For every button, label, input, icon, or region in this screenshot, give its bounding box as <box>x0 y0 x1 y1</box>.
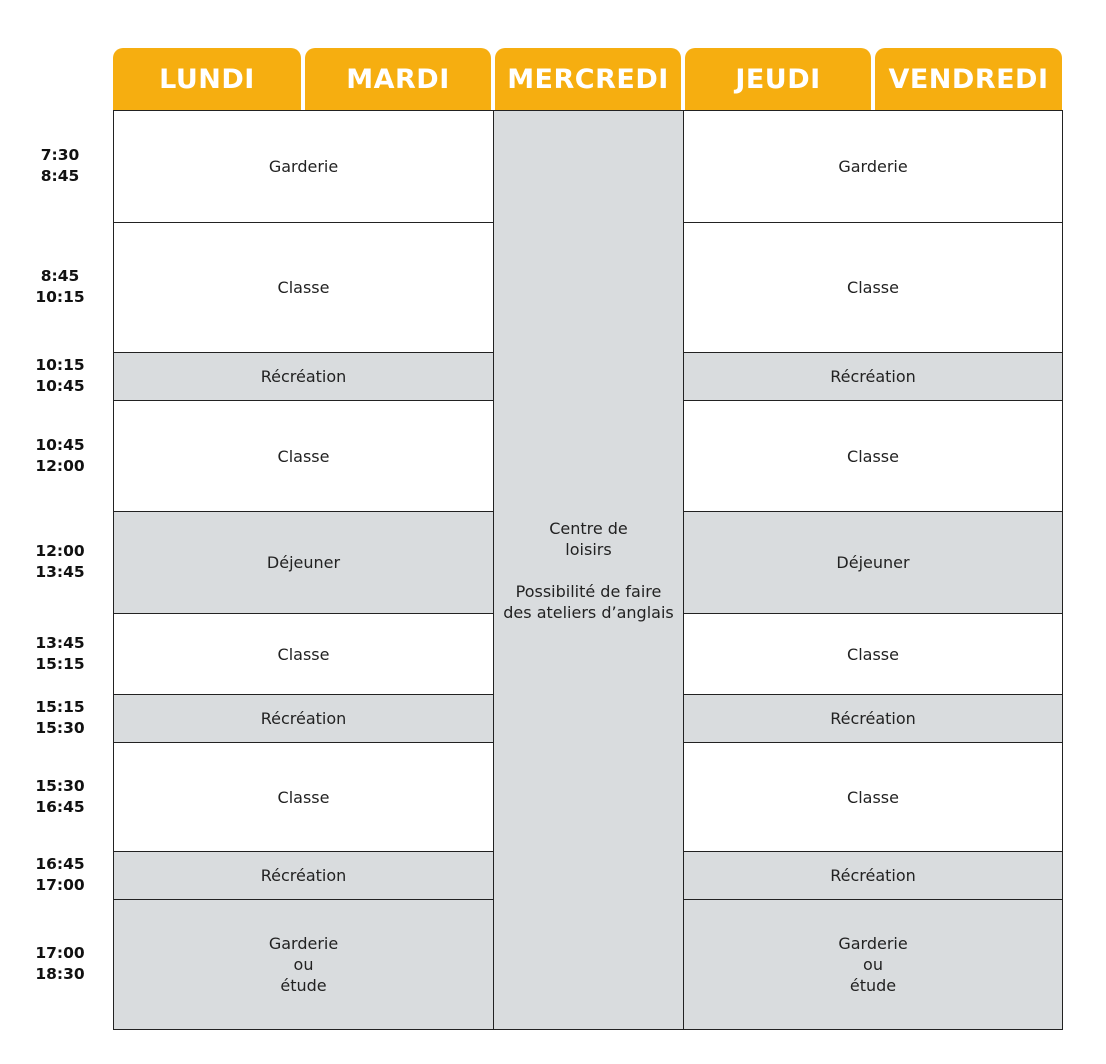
time-slot-label <box>30 541 90 583</box>
cell-lundi-mardi: Classe <box>113 222 494 353</box>
cell-jeudi-vendredi: Classe <box>683 400 1063 512</box>
time-end: 12:00 <box>35 456 85 475</box>
cell-jeudi-vendredi: Classe <box>683 222 1063 353</box>
cell-jeudi-vendredi: Classe <box>683 742 1063 852</box>
time-slot-label <box>30 776 90 818</box>
cell-jeudi-vendredi: Récréation <box>683 352 1063 401</box>
time-start: 15:30 <box>35 776 85 795</box>
cell-jeudi-vendredi: Classe <box>683 613 1063 695</box>
cell-lundi-mardi: Classe <box>113 613 494 695</box>
cell-mercredi: Centre de loisirs Possibilité de faire des ateliers d’anglais <box>493 110 684 1030</box>
time-start: 16:45 <box>35 855 85 873</box>
time-end: 13:45 <box>35 563 85 581</box>
cell-lundi-mardi: Classe <box>113 400 494 512</box>
cell-jeudi-vendredi: Récréation <box>683 851 1063 900</box>
cell-lundi-mardi: Récréation <box>113 352 494 401</box>
time-end: 8:45 <box>40 167 80 185</box>
time-slot-label <box>30 943 90 985</box>
cell-jeudi-vendredi: Garderie ou étude <box>683 899 1063 1030</box>
cell-lundi-mardi: Classe <box>113 742 494 852</box>
time-end: 15:15 <box>35 654 85 673</box>
day-headers <box>113 48 1062 110</box>
cell-lundi-mardi: Récréation <box>113 851 494 900</box>
cell-lundi-mardi: Déjeuner <box>113 511 494 614</box>
cell-lundi-mardi: Récréation <box>113 694 494 743</box>
header-vendredi: VENDREDI <box>875 48 1062 110</box>
time-end: 18:30 <box>35 965 85 983</box>
time-start: 12:00 <box>35 542 85 560</box>
time-slot-label <box>30 697 90 739</box>
time-end: 10:45 <box>35 377 85 395</box>
time-start: 13:45 <box>35 633 85 652</box>
time-slot-label <box>30 854 90 896</box>
header-jeudi: JEUDI <box>685 48 871 110</box>
time-end: 15:30 <box>35 719 85 737</box>
time-start: 8:45 <box>40 267 80 285</box>
time-start: 7:30 <box>40 146 80 164</box>
cell-jeudi-vendredi: Déjeuner <box>683 511 1063 614</box>
time-start: 10:45 <box>35 435 85 454</box>
header-mercredi: MERCREDI <box>495 48 681 110</box>
time-end: 17:00 <box>35 876 85 894</box>
time-end: 10:15 <box>35 288 85 306</box>
header-lundi: LUNDI <box>113 48 301 110</box>
time-slot-label <box>30 435 90 477</box>
time-start: 10:15 <box>35 356 85 374</box>
header-mardi: MARDI <box>305 48 491 110</box>
cell-jeudi-vendredi: Garderie <box>683 110 1063 223</box>
cell-lundi-mardi: Garderie <box>113 110 494 223</box>
time-start: 15:15 <box>35 698 85 716</box>
cell-lundi-mardi: Garderie ou étude <box>113 899 494 1030</box>
time-slot-label <box>30 145 90 187</box>
time-slot-label <box>30 266 90 308</box>
time-start: 17:00 <box>35 944 85 962</box>
time-slot-label <box>30 633 90 675</box>
cell-jeudi-vendredi: Récréation <box>683 694 1063 743</box>
time-end: 16:45 <box>35 797 85 816</box>
time-slot-label <box>30 355 90 397</box>
